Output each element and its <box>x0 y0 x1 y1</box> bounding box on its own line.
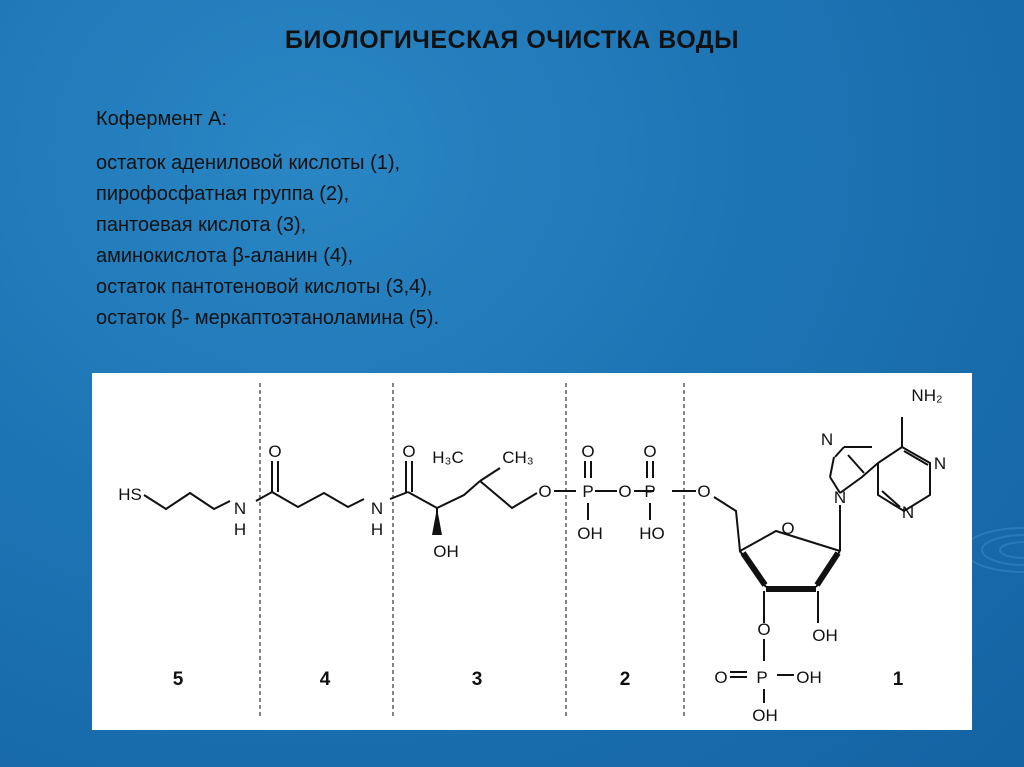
section-dividers <box>260 383 684 718</box>
amide-h-label: H <box>233 520 247 539</box>
ester-o-label: O <box>697 482 711 501</box>
adenine-n7-label: N <box>820 430 834 449</box>
phosphoryl-o-label: O <box>714 668 728 687</box>
carbonyl-o-label: O <box>268 442 282 461</box>
ester-o-label: O <box>757 620 771 639</box>
phosphorus-label: P <box>756 668 768 687</box>
amide-h-label: H <box>370 520 384 539</box>
hydroxyl-label: OH <box>812 626 838 645</box>
phosphorus-label: P <box>582 482 594 501</box>
section-numbers <box>173 669 904 690</box>
bonds <box>144 417 930 703</box>
phosphate-oh-label: OH <box>752 706 778 725</box>
phosphate-oh-label: OH <box>796 668 822 687</box>
adenine-n9-label: N <box>833 488 847 507</box>
phosphoryl-o-label: O <box>581 442 595 461</box>
subtitle: Кофермент А: <box>96 108 228 130</box>
coenzyme-a-structure-panel <box>92 373 972 730</box>
phosphate-ho-label: HO <box>639 524 665 543</box>
slide-title: БИОЛОГИЧЕСКАЯ ОЧИСТКА ВОДЫ <box>284 26 740 54</box>
atom-labels <box>118 386 946 725</box>
section-number-2: 2 <box>619 669 631 690</box>
phosphate-oh-label: OH <box>577 524 603 543</box>
adenine-n1-label: N <box>933 454 947 473</box>
component-item: аминокислота β-аланин (4), <box>96 245 354 267</box>
thiol-label: HS <box>118 485 142 504</box>
section-number-4: 4 <box>319 669 331 690</box>
component-item: остаток пантотеновой кислоты (3,4), <box>96 276 433 298</box>
amino-label: NH₂ <box>911 386 943 405</box>
section-number-3: 3 <box>471 669 483 690</box>
stereo-wedge <box>432 508 442 535</box>
adenine-n3-label: N <box>901 503 915 522</box>
wedge-bonds <box>743 553 838 589</box>
coenzyme-a-structure <box>92 373 972 730</box>
section-number-1: 1 <box>892 669 904 690</box>
amide-n-label: N <box>370 499 384 518</box>
component-item: пантоевая кислота (3), <box>96 214 307 236</box>
phosphorus-label: P <box>644 482 656 501</box>
ring-o-label: O <box>781 519 795 538</box>
section-number-5: 5 <box>172 669 184 690</box>
component-item: пирофосфатная группа (2), <box>96 183 350 205</box>
ester-o-label: O <box>538 482 552 501</box>
components-list <box>96 148 439 334</box>
component-item: остаток β- меркаптоэтаноламина (5). <box>96 307 440 329</box>
carbonyl-o-label: O <box>402 442 416 461</box>
methyl-label: H₃C <box>432 448 464 467</box>
component-item: остаток адениловой кислоты (1), <box>96 152 401 174</box>
bridge-o-label: O <box>618 482 632 501</box>
amide-n-label: N <box>233 499 247 518</box>
phosphoryl-o-label: O <box>643 442 657 461</box>
methyl-label: CH₃ <box>502 448 534 467</box>
hydroxyl-label: OH <box>433 542 459 561</box>
